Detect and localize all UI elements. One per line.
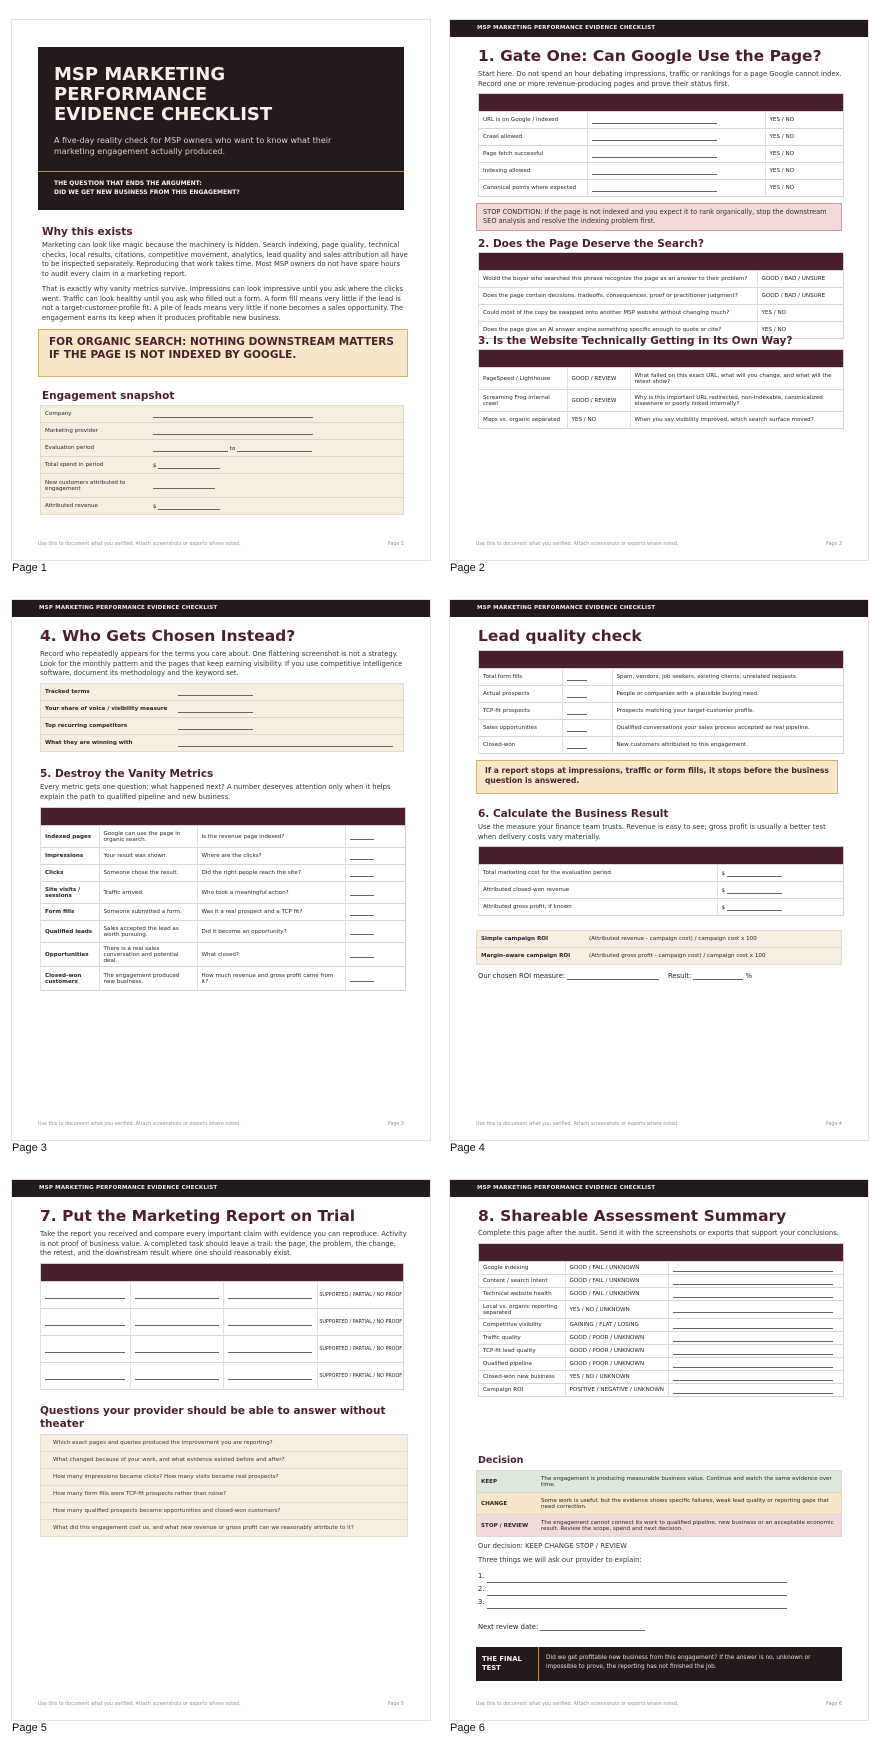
notes-field[interactable]	[673, 1361, 833, 1368]
revenue-field[interactable]	[727, 887, 782, 894]
question-item: How many impressions became clicks? How many visits became real prospects?	[41, 1469, 407, 1486]
report-callout: If a report stops at impressions, traffic or form fills, it stops before the business question is answered.	[476, 760, 838, 794]
gross-profit-field[interactable]	[727, 904, 782, 911]
notes-field[interactable]	[673, 1348, 833, 1355]
period-end-field[interactable]	[237, 445, 312, 452]
question-item: Which exact pages and queries produced the improvement you are reporting?	[41, 1435, 407, 1452]
metric-value-field[interactable]	[350, 951, 374, 958]
ask-field-2[interactable]	[487, 1589, 787, 1596]
cover-subtitle: A five-day reality check for MSP owners who want to know what their marketing engagement actually produced.	[54, 136, 332, 156]
new-customers-field[interactable]	[153, 482, 215, 489]
share-of-voice-field[interactable]	[178, 706, 253, 713]
section-4-text: Record who repeatedly appears for the terms you care about. One flattering screenshot is not a strategy. Look for the monthly pattern and the pages that keep earning visibility. If you use competitive intelligence software, document its methodology and the keyword set.	[40, 650, 403, 677]
business-result-table: Total marketing cost for the evaluation period $ Attributed closed-won revenue $ Attributed gross profit, if known $	[478, 846, 844, 916]
snapshot-heading: Engagement snapshot	[42, 390, 175, 402]
next-review: Next review date:	[478, 1623, 645, 1631]
page-5	[12, 1180, 430, 1720]
count-field[interactable]	[567, 691, 587, 698]
section-6-title: 6. Calculate the Business Result	[478, 808, 669, 820]
running-header: MSP MARKETING PERFORMANCE EVIDENCE CHECKLIST	[450, 600, 868, 617]
metric-value-field[interactable]	[350, 853, 374, 860]
page-label-2: Page 2	[450, 562, 485, 574]
three-things-list: 1. 2. 3.	[478, 1570, 787, 1609]
three-things: Three things we will ask our provider to explain:	[478, 1556, 642, 1564]
question-item: What did this engagement cost us, and what new revenue or gross profit can we reasonably attribute to it?	[53, 1525, 354, 1531]
tracked-terms-field[interactable]	[178, 689, 253, 696]
page-3	[12, 600, 430, 1140]
page-label-3: Page 3	[12, 1142, 47, 1154]
question-item: How many form fills were TCP-fit prospects rather than noise?	[41, 1486, 407, 1503]
roi-table: Simple campaign ROI (Attributed revenue - campaign cost) / campaign cost x 100 Margin-aware campaign ROI (Attributed gross profit - campaign cost) / campaign cost x 100	[476, 930, 842, 965]
notes-field[interactable]	[673, 1335, 833, 1342]
count-field[interactable]	[567, 674, 587, 681]
evidence-field[interactable]	[135, 1346, 219, 1353]
roi-measure-line: Our chosen ROI measure: Result: %	[478, 972, 753, 980]
page-label-1: Page 1	[12, 562, 47, 574]
page-2	[450, 20, 868, 560]
metric-value-field[interactable]	[350, 928, 374, 935]
footer: Use this to document what you verified. Attach screenshots or exports where noted. Page 2	[476, 542, 842, 547]
notes-field[interactable]	[673, 1387, 833, 1394]
running-header: MSP MARKETING PERFORMANCE EVIDENCE CHECKLIST	[450, 1180, 868, 1197]
metric-value-field[interactable]	[350, 909, 374, 916]
evidence-field[interactable]	[135, 1292, 219, 1299]
organic-callout: FOR ORGANIC SEARCH: NOTHING DOWNSTREAM MATTERS IF THE PAGE IS NOT INDEXED BY GOOGLE.	[38, 329, 408, 377]
evidence-field[interactable]	[135, 1373, 219, 1380]
lead-quality-title: Lead quality check	[478, 627, 642, 645]
claim-field[interactable]	[45, 1292, 125, 1299]
final-test-label: THE FINAL TEST	[482, 1655, 522, 1672]
lead-quality-table: Total form fills Spam, vendors, job seekers, existing clients, unrelated requests. Actual prospects People or companies with a plausible buying need. TCP-fit prospects Prospects matching your target-customer profile. Sales opportunities Qualified conversations your sales process accepted as real pipeline. Closed-won New customers attributed to this engagement.	[478, 650, 844, 754]
technical-table: PageSpeed / Lighthouse GOOD / REVIEW What failed on this exact URL, what will you change, and what will the retest show? Screaming Frog internal crawl GOOD / REVIEW Why is this important URL redirected, non-indexable, canonicalized elsewhere or poorly linked internally? Maps vs. organic separated YES / NO When you say visibility improved, which search surface moved?	[478, 349, 844, 429]
evidence-field[interactable]	[592, 168, 717, 175]
footer: Use this to document what you verified. Attach screenshots or exports where noted. Page 5	[38, 1702, 404, 1707]
vanity-table: Indexed pages Google can use the page in organic search. Is the revenue page indexed? Impressions Your result was shown. Where are the clicks? Clicks Someone chose the result. Did the right people reach the site? Site visits / sessions Traffic arrived. Who took a meaningful action? Form fills Someone submitted a form. Was it a real prospect and a TCP fit? Qualified leads Sales accepted the lead as worth pursuing. Did it become an opportunity? Opportunities There is a real sales conversation and potential deal. What closed? Closed-won customers The engagement produced new business. How much revenue and gross profit came from it?	[40, 807, 406, 991]
gate-one-table: URL is on Google / indexed YES / NO Crawl allowed YES / NO Page fetch successful YES / NO Indexing allowed YES / NO Canonical points where expected YES / NO	[478, 93, 844, 197]
revenue-field[interactable]	[158, 503, 220, 510]
notes-field[interactable]	[673, 1374, 833, 1381]
spend-field[interactable]	[158, 462, 220, 469]
notes-field[interactable]	[673, 1291, 833, 1298]
decision-table: KEEP The engagement is producing measurable business value. Continue and watch the same evidence over time. CHANGE Some work is useful, but the evidence shows specific failures, weak lead quality or reporting gaps that need correction. STOP / REVIEW The engagement cannot connect its work to qualified pipeline, new business or an acceptable economic result. Review the scope, spend and next decision.	[476, 1470, 842, 1537]
claim-field[interactable]	[45, 1346, 125, 1353]
cost-field[interactable]	[727, 870, 782, 877]
running-header: MSP MARKETING PERFORMANCE EVIDENCE CHECKLIST	[12, 1180, 430, 1197]
roi-result-field[interactable]	[693, 973, 743, 980]
evidence-field[interactable]	[592, 185, 717, 192]
section-7-title: 7. Put the Marketing Report on Trial	[40, 1207, 356, 1225]
metric-value-field[interactable]	[350, 870, 374, 877]
next-review-field[interactable]	[540, 1624, 645, 1631]
cover-title: MSP MARKETING PERFORMANCE EVIDENCE CHECKLIST	[54, 64, 273, 125]
why-heading: Why this exists	[42, 226, 133, 238]
page-label-6: Page 6	[450, 1722, 485, 1734]
metric-value-field[interactable]	[350, 975, 374, 982]
page-4	[450, 600, 868, 1140]
section-2-title: 2. Does the Page Deserve the Search?	[478, 238, 704, 250]
page-6	[450, 1180, 868, 1720]
count-field[interactable]	[567, 708, 587, 715]
cover-block	[38, 47, 404, 210]
why-paragraph-1: Marketing can look like magic because the machinery is hidden. Search indexing, page quality, technical checks, local results, citations, competitive movement, analytics, lead quality and sales attribution all have to be inspected separately. Reproducing that work takes time. Most MSP owners do not have spare hours to audit every claim in a marketing report.	[42, 241, 408, 278]
section-7-text: Take the report you received and compare every important claim with evidence you can reproduce. Activity is not proof of business value. A completed task should leave a trail: the page, the problem, the change, the retest, and the downstream result where one should reasonably exist.	[40, 1230, 407, 1257]
questions-list	[40, 1434, 408, 1537]
question-item: How many qualified prospects became opportunities and closed-won customers?	[41, 1503, 407, 1520]
notes-field[interactable]	[673, 1322, 833, 1329]
notes-field[interactable]	[673, 1278, 833, 1285]
running-header: MSP MARKETING PERFORMANCE EVIDENCE CHECKLIST	[12, 600, 430, 617]
our-decision[interactable]: Our decision: KEEP CHANGE STOP / REVIEW	[478, 1542, 627, 1550]
count-field[interactable]	[567, 725, 587, 732]
retest-field[interactable]	[228, 1373, 312, 1380]
question-item: What changed because of your work, and what evidence existed before and after?	[41, 1452, 407, 1469]
section-8-title: 8. Shareable Assessment Summary	[478, 1207, 787, 1225]
section-4-title: 4. Who Gets Chosen Instead?	[40, 627, 296, 645]
competitors-field[interactable]	[178, 723, 253, 730]
provider-field[interactable]	[153, 428, 313, 435]
retest-field[interactable]	[228, 1292, 312, 1299]
claim-field[interactable]	[45, 1319, 125, 1326]
snapshot-table: Company Marketing provider Evaluation period to Total spend in period $ New customers attributed to engagement Attributed revenue $	[40, 405, 404, 515]
metric-value-field[interactable]	[350, 833, 374, 840]
retest-field[interactable]	[228, 1346, 312, 1353]
evidence-field[interactable]	[135, 1319, 219, 1326]
page-label-4: Page 4	[450, 1142, 485, 1154]
retest-field[interactable]	[228, 1319, 312, 1326]
competition-table: Tracked terms Your share of voice / visibility measure Top recurring competitors What they are winning with	[40, 683, 404, 752]
section-8-text: Complete this page after the audit. Send it with the screenshots or exports that support your conclusions.	[478, 1229, 839, 1237]
cover-question: THE QUESTION THAT ENDS THE ARGUMENT: DID WE GET NEW BUSINESS FROM THIS ENGAGEMENT?	[54, 180, 240, 196]
trial-table: SUPPORTED / PARTIAL / NO PROOF SUPPORTED / PARTIAL / NO PROOF SUPPORTED / PARTIAL / NO PROOF SUPPORTED / PARTIAL / NO PROOF	[40, 1263, 404, 1390]
decision-heading: Decision	[478, 1455, 524, 1466]
stop-condition: STOP CONDITION: If the page is not indexed and you expect it to rank organically, stop the downstream SEO analysis and resolve the indexing problem first.	[476, 203, 842, 231]
section-6-text: Use the measure your finance team trusts. Revenue is easy to see; gross profit is usually a better test when delivery costs vary materially.	[478, 823, 826, 841]
footer: Use this to document what you verified. Attach screenshots or exports where noted. Page 3	[38, 1122, 404, 1127]
evidence-field[interactable]	[592, 117, 717, 124]
search-table: Would the buyer who searched this phrase recognize the page as an answer to their problem? GOOD / BAD / UNSURE Does the page contain decisions, tradeoffs, consequences, proof or practitioner judgment? GOOD / BAD / UNSURE Could most of the copy be swapped onto another MSP website without changing much? YES / NO Does the page give an AI answer engine something specific enough to quote or cite? YES / NO	[478, 252, 844, 339]
page-label-5: Page 5	[12, 1722, 47, 1734]
final-test-text: Did we get profitable new business from this engagement? If the answer is no, unknown or impossible to prove, the reporting has not finished the job.	[546, 1655, 811, 1670]
footer: Use this to document what you verified. Attach screenshots or exports where noted. Page 4	[476, 1122, 842, 1127]
section-3-title: 3. Is the Website Technically Getting in Its Own Way?	[478, 335, 793, 347]
running-header: MSP MARKETING PERFORMANCE EVIDENCE CHECKLIST	[450, 20, 868, 37]
period-start-field[interactable]	[153, 445, 228, 452]
notes-field[interactable]	[673, 1306, 833, 1313]
notes-field[interactable]	[673, 1265, 833, 1272]
section-1-title: 1. Gate One: Can Google Use the Page?	[478, 47, 822, 65]
why-paragraph-2: That is exactly why vanity metrics survive. Impressions can look impressive until you ask where the clicks went. Traffic can look healthy until you ask who filled out a form. A form fill means very little if the lead is not a target-customer-profile fit. A pile of leads means very little if none becomes a sales opportunity. The engagement earns its keep when it produces profitable new business.	[42, 285, 404, 322]
footer: Use this to document what you verified. Attach screenshots or exports where noted. Page 6	[476, 1702, 842, 1707]
section-1-text: Start here. Do not spend an hour debating impressions, traffic or rankings for a page Google cannot index. Record one or more revenue-producing pages and prove their status first.	[478, 70, 842, 88]
summary-table: Google indexing GOOD / FAIL / UNKNOWN Content / search intent GOOD / FAIL / UNKNOWN Technical website health GOOD / FAIL / UNKNOWN Local vs. organic reporting separated YES / NO / UNKNOWN Competitive visibility GAINING / FLAT / LOSING Traffic quality GOOD / POOR / UNKNOWN TCP-fit lead quality GOOD / POOR / UNKNOWN Qualified pipeline GOOD / POOR / UNKNOWN Closed-won new business YES / NO / UNKNOWN Campaign ROI POSITIVE / NEGATIVE / UNKNOWN	[478, 1243, 844, 1397]
metric-value-field[interactable]	[350, 889, 374, 896]
count-field[interactable]	[567, 742, 587, 749]
footer: Use this to document what you verified. Attach screenshots or exports where noted. Page 1	[38, 542, 404, 547]
page-1	[12, 20, 430, 560]
section-5-text: Every metric gets one question: what happened next? A number deserves attention only when it helps explain the path to qualified pipeline and new business.	[40, 783, 391, 801]
winning-with-field[interactable]	[178, 740, 393, 747]
evidence-field[interactable]	[592, 151, 717, 158]
evidence-field[interactable]	[592, 134, 717, 141]
ask-field-1[interactable]	[487, 1576, 787, 1583]
roi-measure-field[interactable]	[567, 973, 659, 980]
final-test-box	[476, 1647, 842, 1681]
claim-field[interactable]	[45, 1373, 125, 1380]
questions-title: Questions your provider should be able to answer without theater	[40, 1405, 386, 1430]
section-5-title: 5. Destroy the Vanity Metrics	[40, 768, 214, 780]
company-field[interactable]	[153, 411, 313, 418]
ask-field-3[interactable]	[487, 1602, 787, 1609]
